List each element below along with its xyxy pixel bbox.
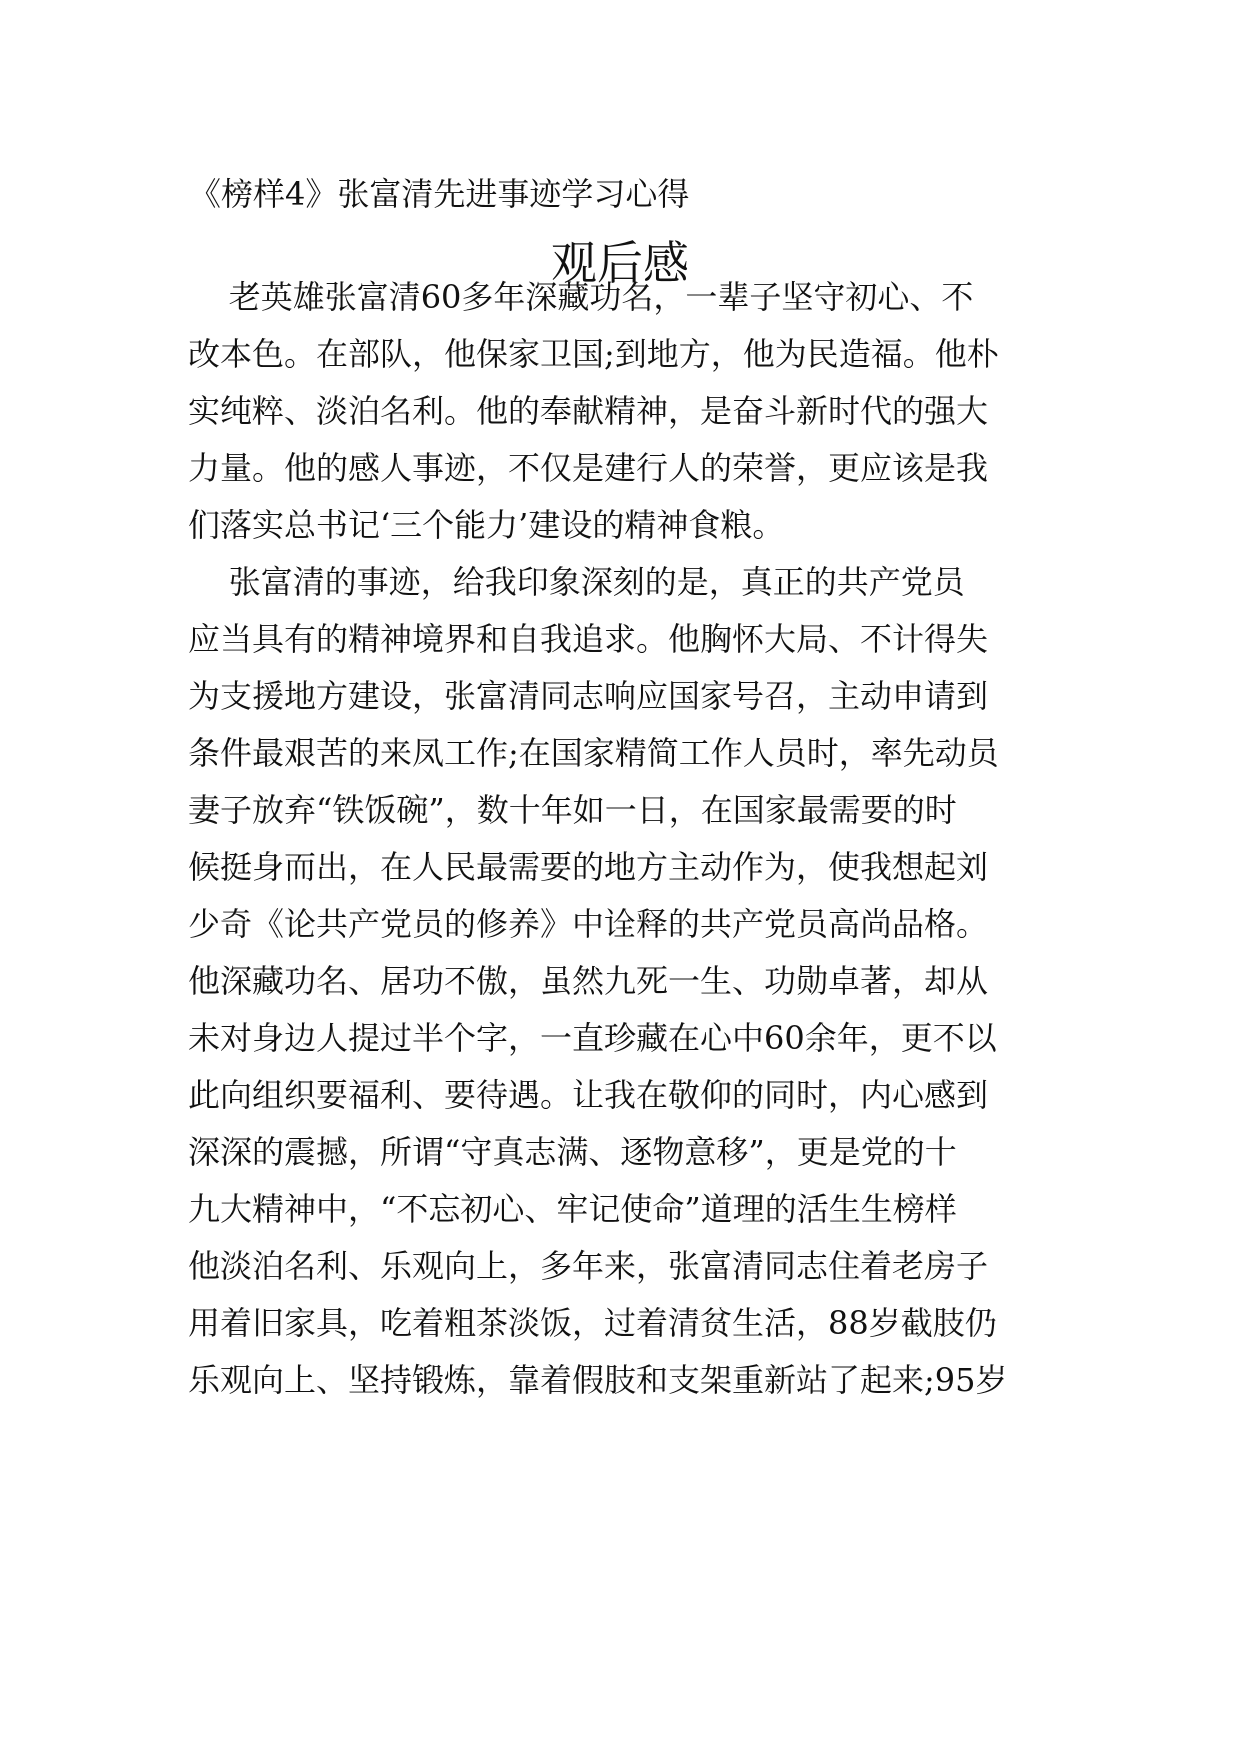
body-line-8: 为支援地方建设，张富清同志响应国家号召，主动申请到 xyxy=(188,677,989,715)
body-line-2: 改本色。在部队，他保家卫国;到地方，他为民造福。他朴 xyxy=(188,335,999,373)
body-line-12: 少奇《论共产党员的修养》中诠释的共产党员高尚品格。 xyxy=(188,905,989,943)
body-line-7: 应当具有的精神境界和自我追求。他胸怀大局、不计得失 xyxy=(188,620,989,658)
body-line-1: 老英雄张富清60多年深藏功名，一辈子坚守初心、不 xyxy=(188,278,974,316)
body-line-15: 此向组织要福利、要待遇。让我在敬仰的同时，内心感到 xyxy=(188,1076,989,1114)
body-line-10: 妻子放弃“铁饭碗”，数十年如一日，在国家最需要的时 xyxy=(188,791,957,829)
document-subtitle: 《榜样4》张富清先进事迹学习心得 xyxy=(189,175,690,213)
body-line-4: 力量。他的感人事迹，不仅是建行人的荣誉，更应该是我 xyxy=(188,449,989,487)
body-line-19: 用着旧家具，吃着粗茶淡饭，过着清贫生活，88岁截肢仍 xyxy=(188,1304,997,1342)
body-line-18: 他淡泊名利、乐观向上，多年来，张富清同志住着老房子 xyxy=(188,1247,989,1285)
body-line-6: 张富清的事迹，给我印象深刻的是，真正的共产党员 xyxy=(188,563,965,601)
body-line-13: 他深藏功名、居功不傲，虽然九死一生、功勋卓著，却从 xyxy=(188,962,989,1000)
body-line-16: 深深的震撼，所谓“守真志满、逐物意移”，更是党的十 xyxy=(188,1133,957,1171)
body-line-17: 九大精神中，“不忘初心、牢记使命”道理的活生生榜样 xyxy=(188,1190,957,1228)
body-line-11: 候挺身而出，在人民最需要的地方主动作为，使我想起刘 xyxy=(188,848,989,886)
body-line-3: 实纯粹、淡泊名利。他的奉献精神，是奋斗新时代的强大 xyxy=(188,392,989,430)
document-title: 观后感 xyxy=(551,236,689,290)
body-line-20: 乐观向上、坚持锻炼，靠着假肢和支架重新站了起来;95岁 xyxy=(188,1361,1008,1399)
body-line-14: 未对身边人提过半个字，一直珍藏在心中60余年，更不以 xyxy=(188,1019,997,1057)
body-line-9: 条件最艰苦的来凤工作;在国家精简工作人员时，率先动员 xyxy=(188,734,999,772)
body-line-5: 们落实总书记‘三个能力’建设的精神食粮。 xyxy=(188,506,785,544)
